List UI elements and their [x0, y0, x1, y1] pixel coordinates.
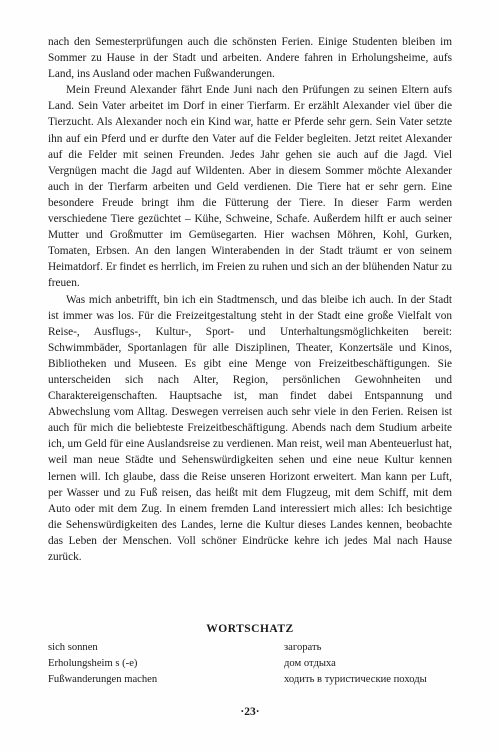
vocabulary-translation: дом отдыха	[284, 658, 336, 669]
vocabulary-entry	[48, 672, 452, 688]
vocabulary-list	[48, 640, 452, 688]
page-number: ·23·	[240, 706, 260, 718]
paragraph-continuation: nach den Semesterprüfungen auch die schönsten Ferien. Einige Studenten bleiben im Sommer zu Hause in der Stadt und arbeiten. Andere fahren in Erholungsheime, aufs Land, ins Ausland oder machen Fußwanderungen.	[48, 36, 452, 81]
main-text	[48, 34, 452, 565]
paragraph-city: Was mich anbetrifft, bin ich ein Stadtmensch, und das bleibe ich auch. In der Stadt ist immer was los. Für die Freizeitgestaltung steht in der Stadt eine große Vielfalt von Reise-, Ausflugs-, Kultur-, Sport- und Unterhaltungsmöglichkeiten bereit: Schwimmbäder, Sportanlagen für alle Disziplinen, Theater, Konzertsäle und Kinos, Bibliotheken und Museen. Es gibt eine Menge von Freizeitbeschäftigungen. Sie unterscheiden sich nach Alter, Region, persönlichen Gewohnheiten und Charaktereigenschaften. Hauptsache ist, man findet dabei Entspannung und Abwechslung vom Alltag. Deswegen verreisen auch sehr viele in den Ferien. Reisen ist auch für mich die beliebteste Freizeitbeschäftigung. Abends nach dem Studium arbeite ich, um Geld für eine Auslandsreise zu verdienen. Man reist, weil man Abenteuerlust hat, weil man neue Städte und Sehenswürdigkeiten sehen und eine neue Kultur kennen lernen will. Ich glaube, dass die Reise unseren Horizont erweitert. Man kann per Luft, per Wasser und zu Fuß reisen, das heißt mit dem Flugzeug, mit dem Schiff, mit dem Auto oder mit dem Zug. In einem fremden Land interessiert mich alles: Ich besichtige die Sehenswürdigkeiten des Landes, lerne die Kultur dieses Landes kennen, beobachte das Leben der Menschen. Voll schöner Eindrücke kehre ich jedes Mal nach Hause zurück.	[48, 293, 452, 563]
vocabulary-term: sich sonnen	[48, 642, 98, 653]
vocabulary-entry	[48, 656, 452, 672]
vocabulary-title: WORTSCHATZ	[206, 623, 294, 635]
vocabulary-translation: ходить в туристические походы	[284, 674, 427, 685]
vocabulary-term: Erholungsheim s (-e)	[48, 658, 138, 669]
vocabulary-translation: загорать	[284, 642, 322, 653]
paragraph-alexander: Mein Freund Alexander fährt Ende Juni nach den Prüfungen zu seinen Eltern aufs Land. Sein Vater arbeitet im Dorf in einer Tierfarm. Er erzählt Alexander viel über die Tierzucht. Als Alexander noch ein Kind war, hatte er Pferde sehr gern. Sein Vater setzte ihn auf ein Pferd und er durfte den Vater auf die Felder begleiten. Jetzt reitet Alexander auf die Felder mit seinen Freunden. Jedes Jahr gehen sie auch auf die Jagd. Viel Vergnügen macht die Jagd auf Wildenten. Aber in diesem Sommer möchte Alexander auch in der Tierfarm arbeiten und Geld verdienen. Die Tiere hat er sehr gern. Eine besondere Freude bringt ihm die Fütterung der Tiere. In dieser Farm werden verschiedene Tiere gezüchtet – Kühe, Schweine, Schafe. Außerdem hilft er auch seiner Mutter und Großmutter im Gemüsegarten. Hier wachsen Möhren, Kohl, Gurken, Tomaten, Erbsen. An den langen Winterabenden in der Stadt träumt er von seinem Heimatdorf. Er findet es herrlich, im Freien zu ruhen und sich an der blühenden Natur zu freuen.	[48, 84, 452, 290]
vocabulary-entry	[48, 640, 452, 656]
vocabulary-term: Fußwanderungen machen	[48, 674, 158, 685]
